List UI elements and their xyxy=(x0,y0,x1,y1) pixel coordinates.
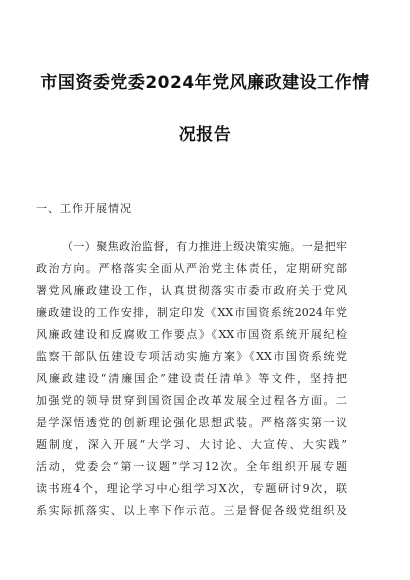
paragraph-line: 读书班4个，理论学习中心组学习X次，专题研讨9次，联 xyxy=(36,482,347,495)
paragraph-line: 廉政建设的工作安排，制定印发《XX市国资系统2024年党 xyxy=(36,306,347,319)
paragraph-line: 署党风廉政建设工作，认真贯彻落实市委市政府关于党风 xyxy=(36,284,347,297)
section-heading: 一、工作开展情况 xyxy=(36,202,132,215)
paragraph-line: （一）聚焦政治监督，有力推进上级决策实施。一是把牢 xyxy=(62,240,347,253)
document-title-line-2: 况报告 xyxy=(178,125,232,145)
paragraph-line: 监察干部队伍建设专项活动实施方案》《XX市国资系统党 xyxy=(36,350,347,363)
paragraph-line: 风廉政建设和反腐败工作要点》《XX市国资系统开展纪检 xyxy=(36,328,347,341)
paragraph-line: 风廉政建设“清廉国企”建设责任清单》等文件，坚持把 xyxy=(36,372,347,385)
paragraph-line: 系实际抓落实、以上率下作示范。三是督促各级党组织及 xyxy=(36,504,347,517)
paragraph-line: 活动，党委会“第一议题”学习12次。全年组织开展专题 xyxy=(36,460,347,473)
paragraph-line: 加强党的领导贯穿到国资国企改革发展全过程各方面。二 xyxy=(36,394,347,407)
document-title-line-1: 市国资委党委2024年党风廉政建设工作情 xyxy=(40,73,370,93)
paragraph-line: 政治方向。严格落实全面从严治党主体责任，定期研究部 xyxy=(36,262,347,275)
paragraph-line: 题制度，深入开展“大学习、大讨论、大宣传、大实践” xyxy=(36,438,347,451)
paragraph-line: 是学深悟透党的创新理论强化思想武装。严格落实第一议 xyxy=(36,416,347,429)
